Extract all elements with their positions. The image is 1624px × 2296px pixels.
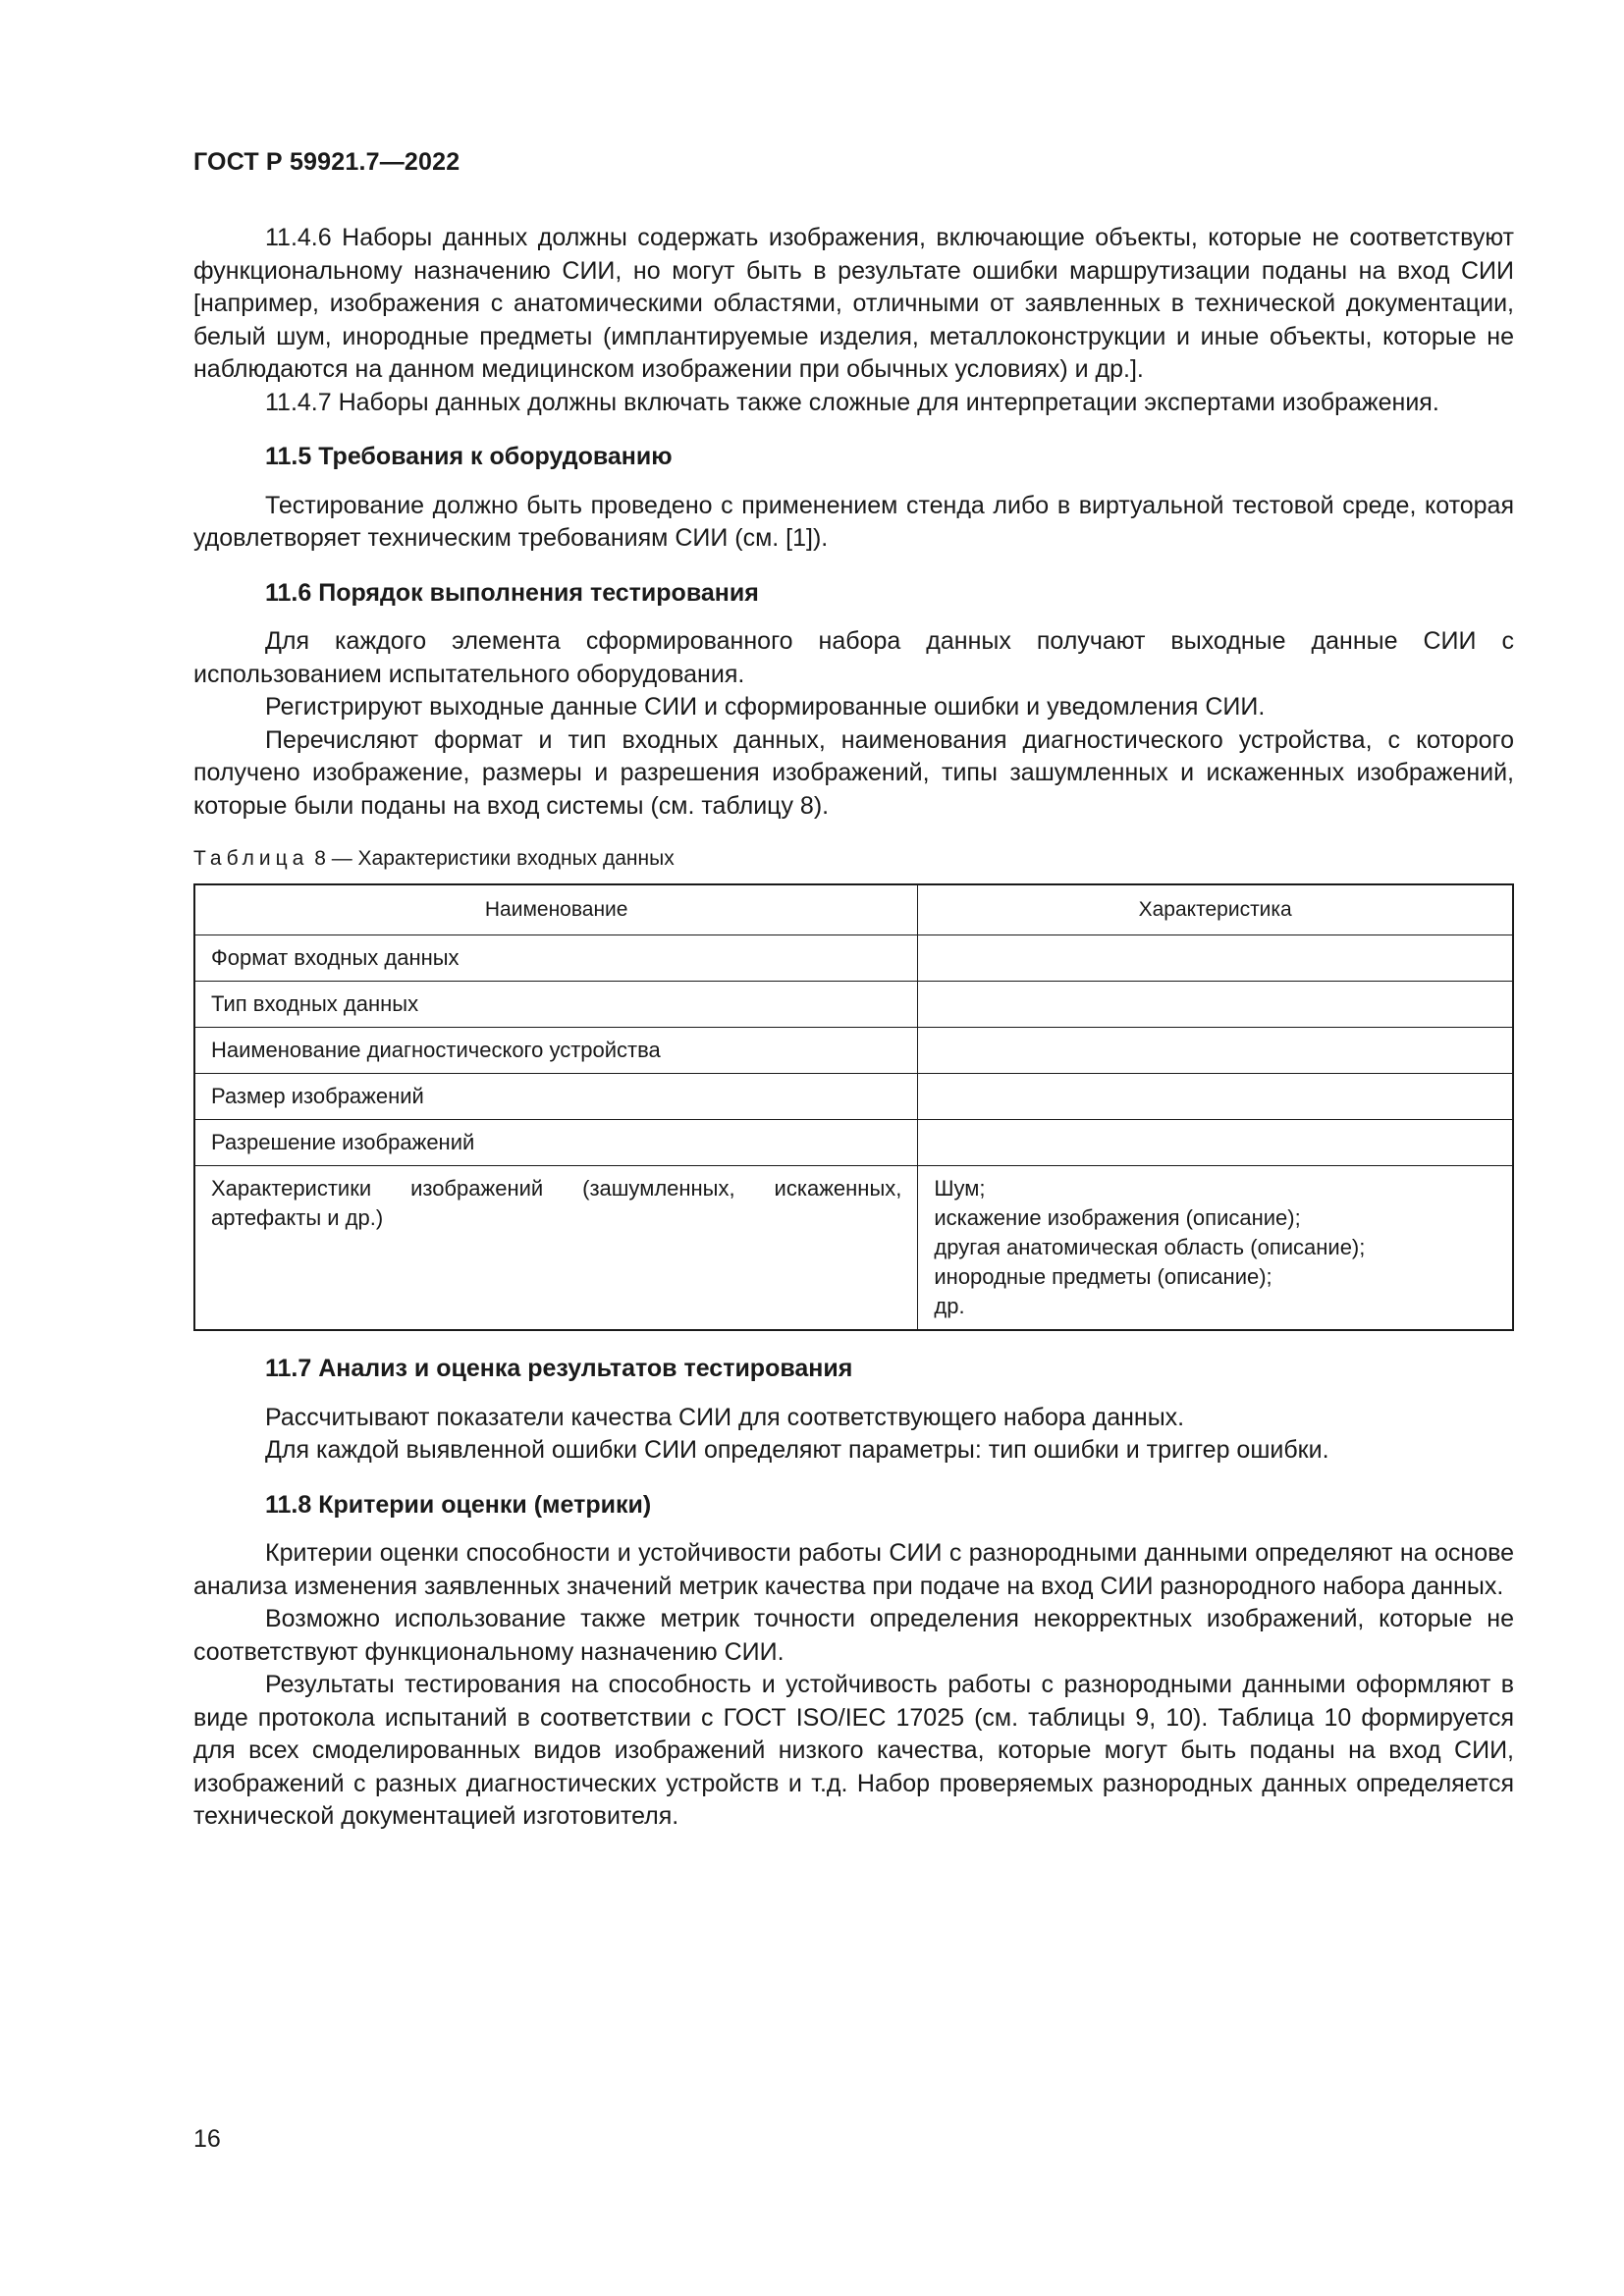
- table-row: [194, 1074, 1513, 1120]
- paragraph-11-7-a: Рассчитывают показатели качества СИИ для соответствующего набора данных.: [265, 1403, 1185, 1431]
- table-cell-name: Тип входных данных: [194, 982, 918, 1028]
- table-cell-name: Характеристики изображений (зашумленных, искаженных, артефакты и др.): [194, 1166, 918, 1331]
- heading-11-8: 11.8 Критерии оценки (метрики): [265, 1490, 652, 1519]
- characteristic-line: инородные предметы (описание);: [934, 1264, 1272, 1289]
- page-number: 16: [193, 2125, 221, 2153]
- table-cell-value: [918, 935, 1513, 982]
- heading-11-6: 11.6 Порядок выполнения тестирования: [265, 578, 759, 607]
- characteristic-line: Шум;: [934, 1176, 986, 1201]
- table-caption-title: 8 — Характеристики входных данных: [314, 847, 675, 870]
- heading-11-5: 11.5 Требования к оборудованию: [265, 443, 673, 470]
- table-cell-name: Наименование диагностического устройства: [194, 1028, 918, 1074]
- document-page: [193, 0, 1514, 2296]
- table-cell-value: [918, 1074, 1513, 1120]
- table-8-caption: [193, 844, 1514, 874]
- document-body: [193, 222, 1514, 1834]
- paragraph-11-4-7: 11.4.7 Наборы данных должны включать также сложные для интерпретации экспертами изображения.: [265, 388, 1439, 416]
- column-header-characteristic: Характеристика: [918, 884, 1513, 935]
- table-cell-value: [918, 1120, 1513, 1166]
- table-cell-value: [918, 1028, 1513, 1074]
- characteristic-line: др.: [934, 1294, 965, 1318]
- table-row: [194, 935, 1513, 982]
- table-row: [194, 1166, 1513, 1331]
- table-row: [194, 1028, 1513, 1074]
- table-caption-word: Таблица: [193, 847, 309, 870]
- characteristic-line: искажение изображения (описание);: [934, 1205, 1301, 1230]
- table-cell-name: Разрешение изображений: [194, 1120, 918, 1166]
- heading-11-7: 11.7 Анализ и оценка результатов тестирования: [265, 1355, 853, 1382]
- table-cell-value: [918, 982, 1513, 1028]
- paragraph-11-7-b: Для каждой выявленной ошибки СИИ определяют параметры: тип ошибки и триггер ошибки.: [265, 1436, 1329, 1464]
- table-row: [194, 982, 1513, 1028]
- paragraph-11-6-c: Перечисляют формат и тип входных данных, наименования диагностического устройства, с которого получено изображение, размеры и разрешения изображений, типы зашумленных и искаженных изображений, которые были поданы на вход системы (см. таблицу 8).: [193, 725, 1514, 820]
- table-8: [193, 883, 1514, 1331]
- paragraph-11-5: Тестирование должно быть проведено с применением стенда либо в виртуальной тестовой среде, которая удовлетворяет техническим требованиям СИИ (см. [1]).: [193, 491, 1514, 552]
- paragraph-11-6-a: Для каждого элемента сформированного набора данных получают выходные данные СИИ с использованием испытательного оборудования.: [193, 627, 1514, 688]
- characteristic-line: другая анатомическая область (описание);: [934, 1235, 1366, 1259]
- column-header-name: Наименование: [194, 884, 918, 935]
- standard-header: ГОСТ Р 59921.7—2022: [193, 148, 460, 176]
- paragraph-11-8-b: Возможно использование также метрик точности определения некорректных изображений, которые не соответствуют функциональному назначению СИИ.: [193, 1605, 1514, 1666]
- paragraph-11-6-b: Регистрируют выходные данные СИИ и сформированные ошибки и уведомления СИИ.: [265, 693, 1266, 721]
- paragraph-11-4-6: 11.4.6 Наборы данных должны содержать изображения, включающие объекты, которые не соответствуют функциональному назначению СИИ, но могут быть в результате ошибки маршрутизации поданы на вход СИИ [например, изображения с анатомическими областями, отличными от заявленных в технической документации, белый шум, инородные предметы (имплантируемые изделия, металлоконструкции и иные объекты, которые не наблюдаются на данном медицинском изображении при обычных условиях) и др.].: [193, 224, 1514, 383]
- paragraph-11-8-a: Критерии оценки способности и устойчивости работы СИИ с разнородными данными определяют на основе анализа изменения заявленных значений метрик качества при подаче на вход СИИ разнородного набора данных.: [193, 1539, 1514, 1600]
- table-cell-name: Размер изображений: [194, 1074, 918, 1120]
- table-header-row: [194, 884, 1513, 935]
- table-row: [194, 1120, 1513, 1166]
- paragraph-11-8-c: Результаты тестирования на способность и устойчивость работы с разнородными данными оформляют в виде протокола испытаний в соответствии с ГОСТ ISO/IEC 17025 (см. таблицы 9, 10). Таблица 10 формируется для всех смоделированных видов изображений низкого качества, которые могут быть поданы на вход СИИ, изображений с разных диагностических устройств и т.д. Набор проверяемых разнородных данных определяется технической документацией изготовителя.: [193, 1671, 1514, 1830]
- table-cell-name: Формат входных данных: [194, 935, 918, 982]
- table-cell-value: [918, 1166, 1513, 1331]
